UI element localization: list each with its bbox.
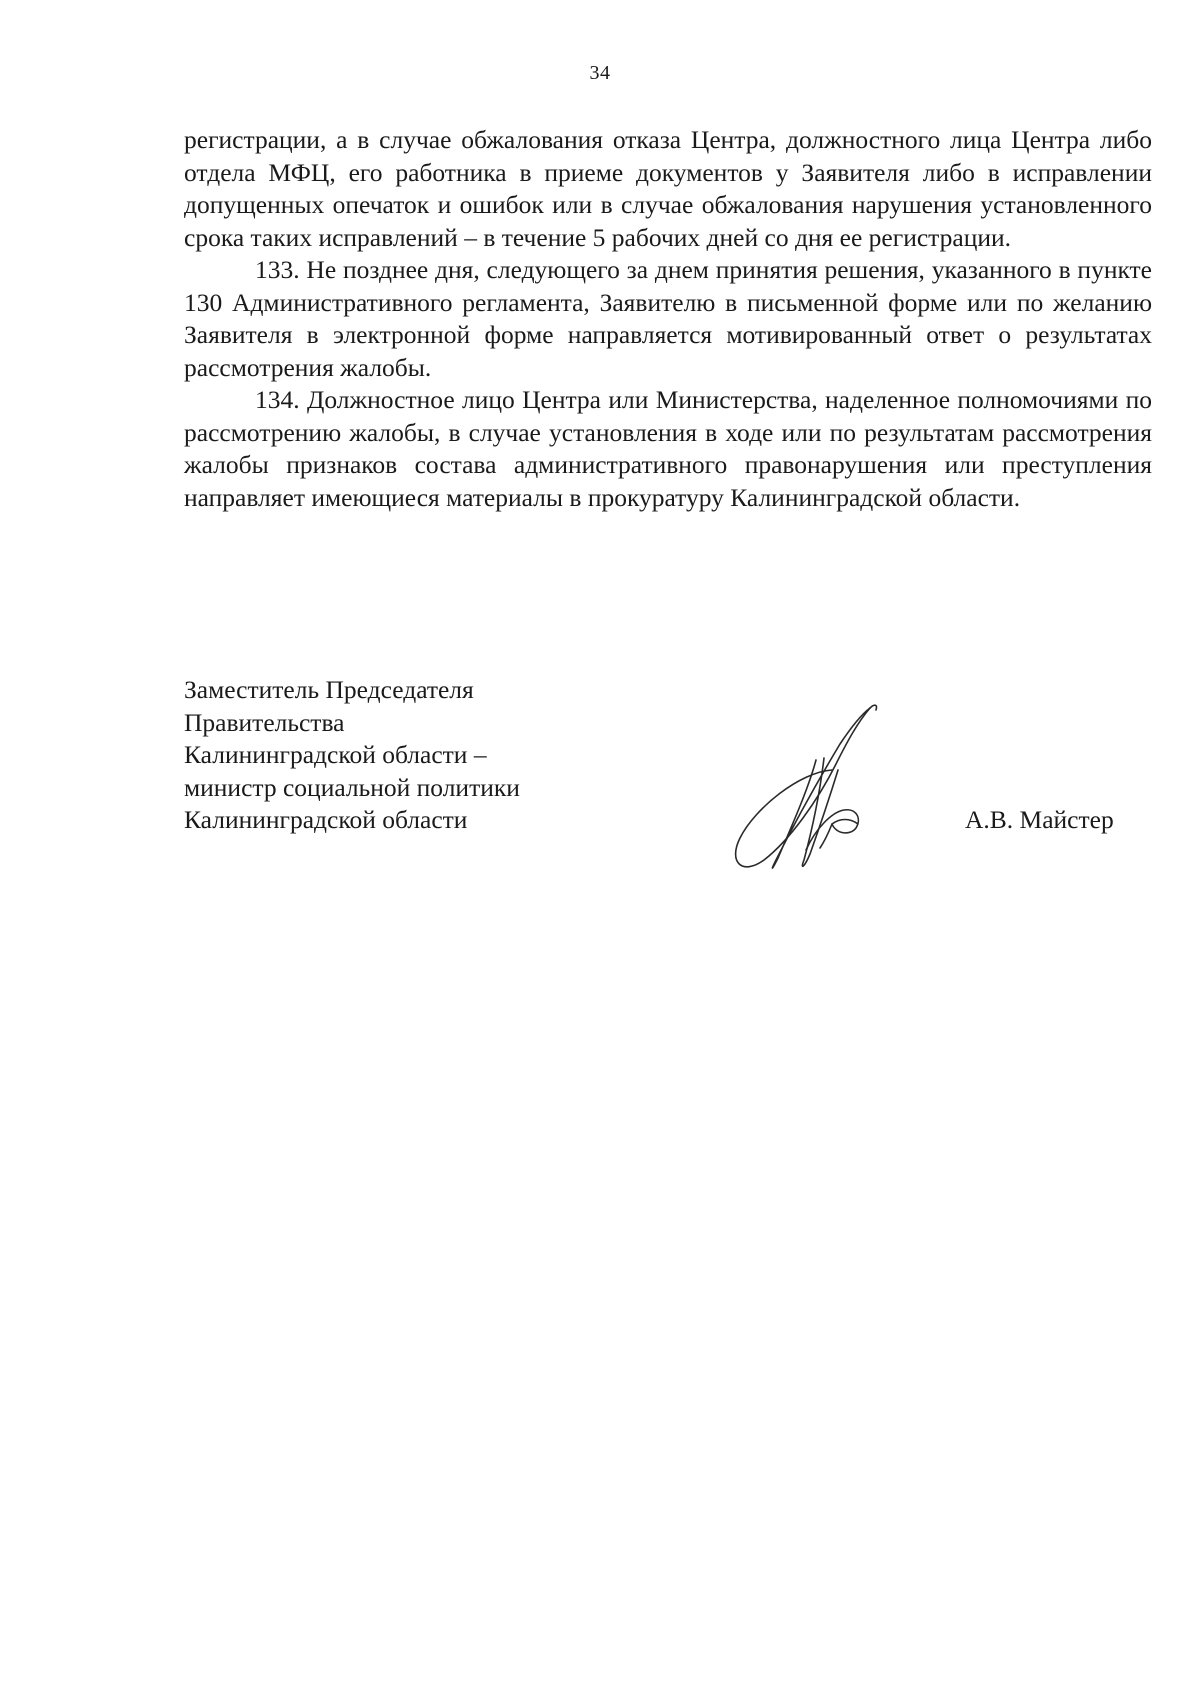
handwritten-signature-icon <box>720 700 900 876</box>
signatory-position-line: Калининградской области – <box>184 740 487 769</box>
paragraph-133: 133. Не позднее дня, следующего за днем принятия решения, указанного в пункте 130 Административного регламента, Заявителю в письменной форме или по желанию Заявителя в электронной форме направляется мотивированный ответ о результатах рассмотрения жалобы. <box>184 255 1152 382</box>
signatory-position-line: Калининградской области <box>184 805 468 834</box>
signatory-position-line: Заместитель Председателя <box>184 675 474 704</box>
page-number: 34 <box>589 62 611 84</box>
body-text <box>184 124 1152 514</box>
signatory-name: А.В. Майстер <box>965 805 1114 834</box>
signatory-position-line: министр социальной политики <box>184 772 520 802</box>
signatory-position <box>184 674 624 837</box>
paragraph-continuation: регистрации, а в случае обжалования отказа Центра, должностного лица Центра либо отдела МФЦ, его работника в приеме документов у Заявителя либо в исправлении допущенных опечаток и ошибок или в случае обжалования нарушения установленного срока таких исправлений – в течение 5 рабочих дней со дня ее регистрации. <box>184 125 1152 252</box>
paragraph-134: 134. Должностное лицо Центра или Министерства, наделенное полномочиями по рассмотрению жалобы, в случае установления в ходе или по результатам рассмотрения жалобы признаков состава административного правонарушения или преступления направляет имеющиеся материалы в прокуратуру Калининградской области. <box>184 385 1152 512</box>
signatory-position-line: Правительства <box>184 707 345 737</box>
